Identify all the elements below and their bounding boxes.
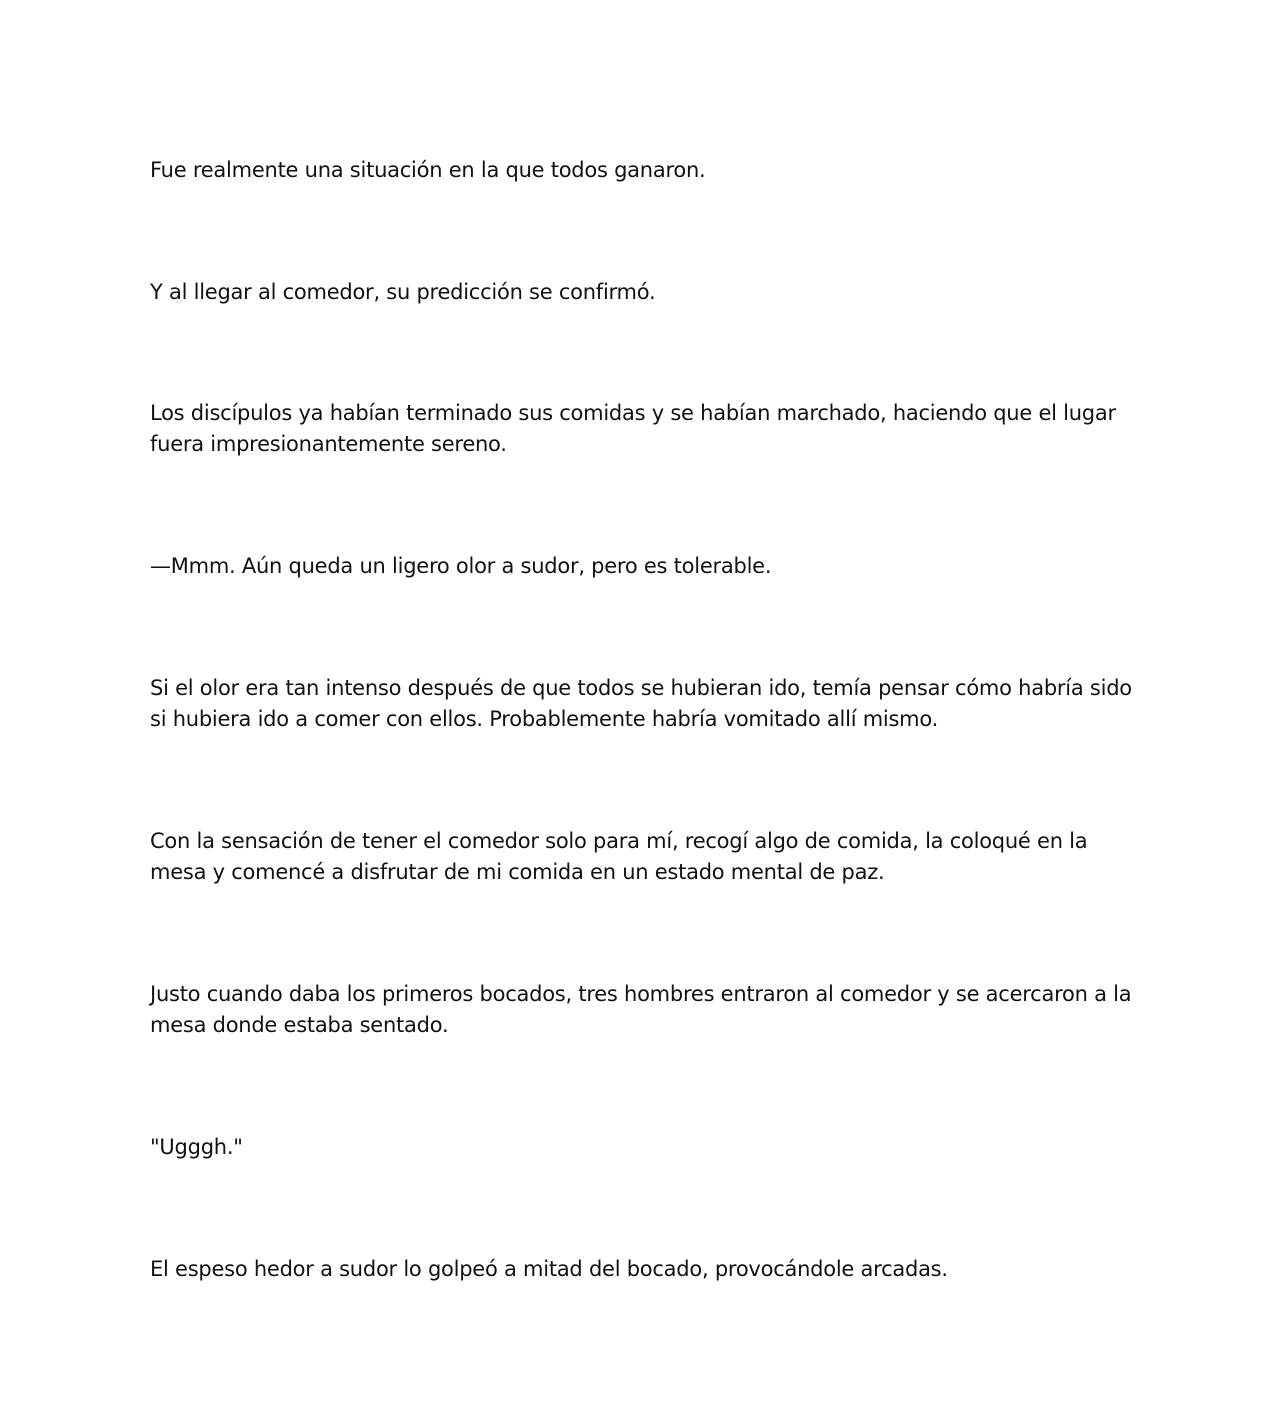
paragraph: Los discípulos ya habían terminado sus comidas y se habían marchado, haciendo que el lugar fuera impresionantemente sereno.	[150, 401, 1116, 456]
paragraph: Con la sensación de tener el comedor solo para mí, recogí algo de comida, la coloqué en la mesa y comencé a disfrutar de mi comida en un estado mental de paz.	[150, 829, 1088, 884]
paragraph: Y al llegar al comedor, su predicción se confirmó.	[150, 280, 656, 304]
paragraph: —Mmm. Aún queda un ligero olor a sudor, pero es tolerable.	[150, 554, 772, 578]
paragraph: Justo cuando daba los primeros bocados, tres hombres entraron al comedor y se acercaron a la mesa donde estaba sentado.	[150, 982, 1132, 1037]
paragraph: Fue realmente una situación en la que todos ganaron.	[150, 158, 706, 182]
paragraph: Si el olor era tan intenso después de que todos se hubieran ido, temía pensar cómo habría sido si hubiera ido a comer con ellos. Probablemente habría vomitado allí mismo.	[150, 676, 1132, 731]
paragraph: El espeso hedor a sudor lo golpeó a mitad del bocado, provocándole arcadas.	[150, 1257, 948, 1281]
paragraph: "Ugggh."	[150, 1135, 243, 1159]
